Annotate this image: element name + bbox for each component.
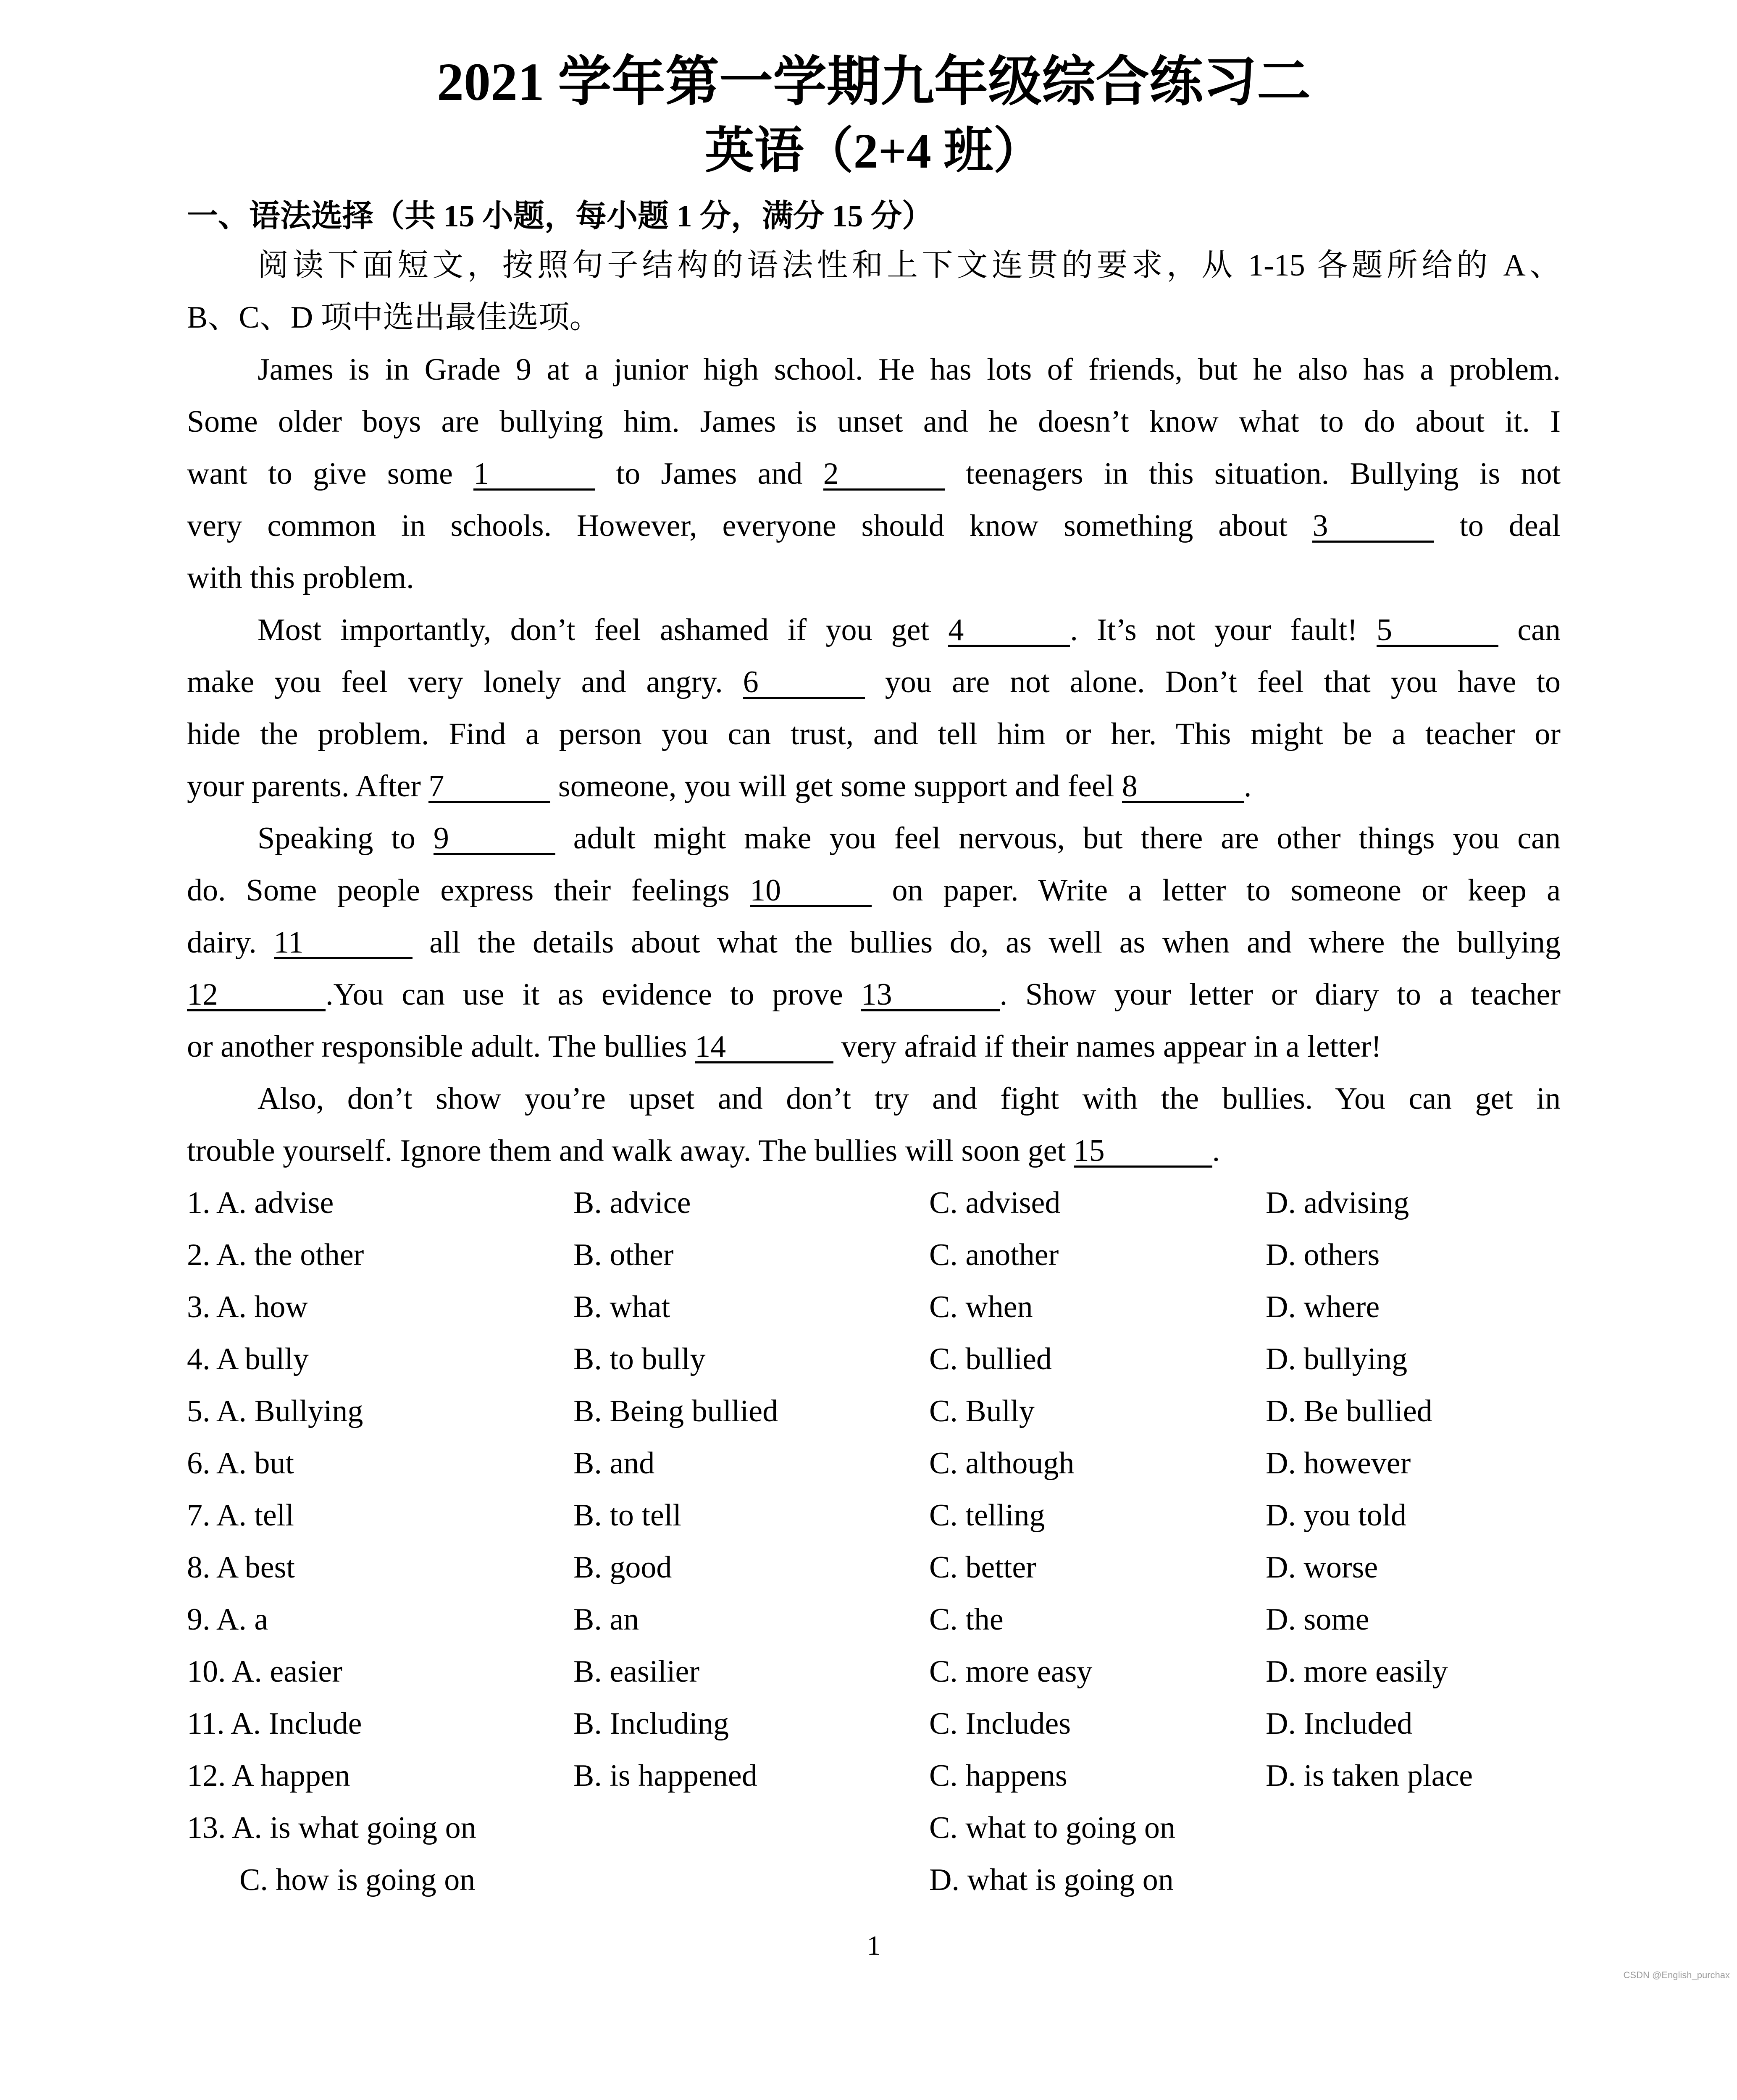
question-options-2 xyxy=(187,1229,1561,1281)
answer-options xyxy=(187,1177,1561,1906)
passage-text: trouble yourself. Ignore them and walk away. The bullies will soon get xyxy=(187,1134,1066,1168)
question-options-10 xyxy=(187,1646,1561,1698)
option-d: D. advising xyxy=(1266,1186,1409,1220)
option-b: B. easilier xyxy=(573,1654,700,1689)
option-d: D. what is going on xyxy=(929,1863,1174,1897)
blank-9: 9 xyxy=(434,824,555,855)
section-heading: 一、语法选择（共 15 小题，每小题 1 分，满分 15 分） xyxy=(187,199,933,234)
passage-line xyxy=(187,969,1561,1021)
option-c: C. better xyxy=(929,1550,1036,1585)
option-d: D. bullying xyxy=(1266,1342,1408,1376)
passage-line: Also, don’t show you’re upset and don’t try and fight with the bullies. You can get in xyxy=(258,1082,1561,1116)
option-a: 10. A. easier xyxy=(187,1654,342,1689)
instructions xyxy=(187,239,1561,344)
option-d: D. you told xyxy=(1266,1498,1407,1533)
question-options-13 xyxy=(187,1802,1561,1854)
passage-line xyxy=(187,1125,1561,1177)
option-b: B. what xyxy=(573,1290,670,1324)
option-d: D. however xyxy=(1266,1446,1411,1480)
blank-10: 10 xyxy=(750,876,872,907)
question-options-5 xyxy=(187,1385,1561,1437)
option-a: 7. A. tell xyxy=(187,1498,294,1533)
passage-text: or another responsible adult. The bullies xyxy=(187,1029,687,1064)
option-b: B. Being bullied xyxy=(573,1394,778,1428)
passage-text: to deal xyxy=(1459,509,1561,543)
passage-line: James is in Grade 9 at a junior high school. He has lots of friends, but he also has a problem. xyxy=(258,352,1561,387)
option-c: C. telling xyxy=(929,1498,1045,1533)
option-a: 11. A. Include xyxy=(187,1706,362,1741)
blank-7: 7 xyxy=(428,772,550,803)
blank-11: 11 xyxy=(274,928,413,959)
passage-text: .You can use it as evidence to prove xyxy=(326,977,843,1012)
option-b: B. to tell xyxy=(573,1498,681,1533)
blank-8: 8 xyxy=(1122,772,1244,803)
passage-text: very afraid if their names appear in a letter! xyxy=(841,1029,1382,1064)
blank-12: 12 xyxy=(187,980,326,1011)
passage-text: . It’s not your fault! xyxy=(1070,613,1358,647)
passage-line xyxy=(187,500,1561,552)
passage-text: make you feel very lonely and angry. xyxy=(187,665,723,699)
passage-line xyxy=(187,1021,1561,1073)
passage-line xyxy=(187,864,1561,916)
passage-text: teenagers in this situation. Bullying is not xyxy=(966,457,1561,491)
question-options-1 xyxy=(187,1177,1561,1229)
option-c: C. although xyxy=(929,1446,1075,1480)
option-a: 5. A. Bullying xyxy=(187,1394,363,1428)
option-d: D. Included xyxy=(1266,1706,1413,1741)
option-b: B. Including xyxy=(573,1706,729,1741)
option-d: D. others xyxy=(1266,1238,1380,1272)
option-a: 13. A. is what going on xyxy=(187,1811,476,1845)
option-c: C. more easy xyxy=(929,1654,1093,1689)
passage-text: can xyxy=(1517,613,1561,647)
passage-line: Some older boys are bullying him. James is unset and he doesn’t know what to do about it. I xyxy=(187,404,1561,439)
option-b: B. other xyxy=(573,1238,674,1272)
reading-passage xyxy=(187,344,1561,1177)
option-d: D. some xyxy=(1266,1602,1369,1637)
question-options-8 xyxy=(187,1541,1561,1593)
passage-text: Most importantly, don’t feel ashamed if you get xyxy=(258,613,930,647)
question-options-6 xyxy=(187,1437,1561,1489)
passage-line xyxy=(187,656,1561,708)
question-options-9 xyxy=(187,1593,1561,1646)
passage-text: do. Some people express their feelings xyxy=(187,873,730,908)
passage-text: all the details about what the bullies do, as well as when and where the bullying xyxy=(429,925,1561,960)
option-d: D. more easily xyxy=(1266,1654,1448,1689)
option-c: C. what to going on xyxy=(929,1811,1175,1845)
option-b: B. an xyxy=(573,1602,639,1637)
blank-3: 3 xyxy=(1312,511,1434,543)
instructions-line: 阅读下面短文，按照句子结构的语法性和上下文连贯的要求，从 1-15 各题所给的 A、 xyxy=(258,248,1561,283)
passage-text: Speaking to xyxy=(258,821,415,856)
option-b: B. is happened xyxy=(573,1759,757,1793)
passage-text: adult might make you feel nervous, but there are other things you can xyxy=(573,821,1561,856)
option-b: B. good xyxy=(573,1550,672,1585)
passage-text: your parents. After xyxy=(187,769,421,803)
instructions-line: B、C、D 项中选出最佳选项。 xyxy=(187,300,601,335)
question-options-13-cont xyxy=(187,1854,1561,1906)
passage-line xyxy=(187,812,1561,864)
blank-6: 6 xyxy=(743,667,865,699)
option-b: B. advice xyxy=(573,1186,691,1220)
passage-text: . Show your letter or diary to a teacher xyxy=(999,977,1561,1012)
option-a: 12. A happen xyxy=(187,1759,350,1793)
blank-14: 14 xyxy=(695,1032,833,1063)
blank-1: 1 xyxy=(473,459,595,491)
option-a: 1. A. advise xyxy=(187,1186,334,1220)
option-b: B. to bully xyxy=(573,1342,706,1376)
question-options-7 xyxy=(187,1489,1561,1541)
question-options-3 xyxy=(187,1281,1561,1333)
page-number: 1 xyxy=(867,1930,881,1961)
passage-text: . xyxy=(1243,769,1252,803)
passage-text: someone, you will get some support and feel xyxy=(558,769,1114,803)
option-c: C. happens xyxy=(929,1759,1067,1793)
exam-subtitle: 英语（2+4 班） xyxy=(704,123,1043,178)
option-a: 6. A. but xyxy=(187,1446,294,1480)
option-c: C. another xyxy=(929,1238,1059,1272)
passage-text: you are not alone. Don’t feel that you have to xyxy=(885,665,1561,699)
blank-4: 4 xyxy=(948,615,1070,647)
passage-text: dairy. xyxy=(187,925,257,960)
option-a: 9. A. a xyxy=(187,1602,268,1637)
option-c: C. the xyxy=(929,1602,1004,1637)
page-content xyxy=(187,50,1561,1965)
option-d: D. is taken place xyxy=(1266,1759,1473,1793)
option-a: 8. A best xyxy=(187,1550,295,1585)
exam-title: 2021 学年第一学期九年级综合练习二 xyxy=(436,52,1311,112)
passage-line xyxy=(187,760,1561,812)
question-options-12 xyxy=(187,1750,1561,1802)
passage-text: want to give some xyxy=(187,457,453,491)
option-c: C. Bully xyxy=(929,1394,1035,1428)
option-c: C. when xyxy=(929,1290,1033,1324)
option-c-alt: C. how is going on xyxy=(239,1863,476,1897)
option-d: D. Be bullied xyxy=(1266,1394,1432,1428)
blank-5: 5 xyxy=(1377,615,1498,647)
option-a: 4. A bully xyxy=(187,1342,309,1376)
passage-line: hide the problem. Find a person you can trust, and tell him or her. This might be a teacher or xyxy=(187,717,1561,751)
passage-line xyxy=(187,916,1561,969)
passage-text: . xyxy=(1212,1134,1220,1168)
blank-15: 15 xyxy=(1074,1136,1212,1168)
passage-text: on paper. Write a letter to someone or keep a xyxy=(892,873,1561,908)
passage-text: very common in schools. However, everyone should know something about xyxy=(187,509,1288,543)
option-c: C. advised xyxy=(929,1186,1061,1220)
option-d: D. where xyxy=(1266,1290,1380,1324)
option-d: D. worse xyxy=(1266,1550,1378,1585)
question-options-11 xyxy=(187,1698,1561,1750)
passage-text: to James and xyxy=(616,457,803,491)
passage-line xyxy=(187,448,1561,500)
option-b: B. and xyxy=(573,1446,655,1480)
passage-line xyxy=(187,604,1561,656)
blank-2: 2 xyxy=(823,459,945,491)
option-a: 2. A. the other xyxy=(187,1238,364,1272)
option-c: C. Includes xyxy=(929,1706,1071,1741)
blank-13: 13 xyxy=(861,980,1000,1011)
passage-line: with this problem. xyxy=(187,561,414,595)
option-a: 3. A. how xyxy=(187,1290,308,1324)
question-options-4 xyxy=(187,1333,1561,1385)
option-c: C. bullied xyxy=(929,1342,1052,1376)
watermark: CSDN @English_purchax xyxy=(1623,1970,1730,1980)
